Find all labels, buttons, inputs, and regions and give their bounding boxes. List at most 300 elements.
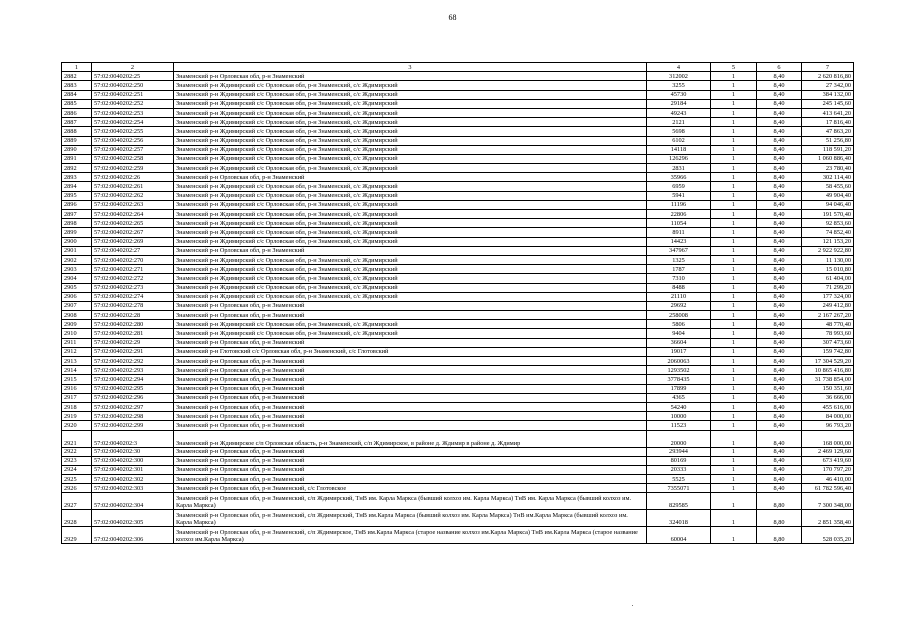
table-row bbox=[62, 447, 854, 456]
cadastral-number: 57:02:0040202:27 bbox=[92, 246, 174, 255]
address: Знаменский р-н Орловская обл, р-н Знаменский bbox=[174, 402, 647, 411]
cadastral-number: 57:02:0040202:306 bbox=[92, 527, 174, 544]
sum-value: 2 469 129,60 bbox=[802, 447, 854, 456]
quantity: 1 bbox=[711, 510, 757, 527]
quantity: 1 bbox=[711, 246, 757, 255]
sum-value: 71 299,20 bbox=[802, 283, 854, 292]
row-number: 2900 bbox=[62, 237, 92, 246]
area-value: 5698 bbox=[647, 127, 711, 136]
table-row bbox=[62, 338, 854, 347]
cadastral-number: 57:02:0040202:26 bbox=[92, 173, 174, 182]
quantity: 1 bbox=[711, 329, 757, 338]
area-value: 8488 bbox=[647, 283, 711, 292]
area-value: 3255 bbox=[647, 81, 711, 90]
column-header: 4 bbox=[647, 63, 711, 72]
address: Знаменский р-н Ждимирский с/с Орловская обл, р-н Знаменский, с/с Ждимирский bbox=[174, 320, 647, 329]
cadastral-number: 57:02:0040202:267 bbox=[92, 228, 174, 237]
area-value: 14118 bbox=[647, 145, 711, 154]
area-value: 20333 bbox=[647, 465, 711, 474]
column-header: 5 bbox=[711, 63, 757, 72]
address: Знаменский р-н Ждимирский с/с Орловская обл, р-н Знаменский, с/с Ждимирский bbox=[174, 200, 647, 209]
rate-value: 8,40 bbox=[757, 182, 802, 191]
sum-value: 150 351,60 bbox=[802, 384, 854, 393]
table-row bbox=[62, 301, 854, 310]
column-header: 1 bbox=[62, 63, 92, 72]
rate-value: 8,40 bbox=[757, 219, 802, 228]
area-value: 11196 bbox=[647, 200, 711, 209]
rate-value: 8,80 bbox=[757, 510, 802, 527]
rate-value: 8,40 bbox=[757, 99, 802, 108]
address: Знаменский р-н Ждимирский с/с Орловская обл, р-н Знаменский, с/с Ждимирский bbox=[174, 255, 647, 264]
row-number: 2915 bbox=[62, 375, 92, 384]
cadastral-number: 57:02:0040202:25 bbox=[92, 72, 174, 81]
area-value: 293944 bbox=[647, 447, 711, 456]
cadastral-number: 57:02:0040202:302 bbox=[92, 475, 174, 484]
table-row bbox=[62, 81, 854, 90]
table-row bbox=[62, 510, 854, 527]
cadastral-number: 57:02:0040202:296 bbox=[92, 393, 174, 402]
row-number: 2893 bbox=[62, 173, 92, 182]
address: Знаменский р-н Ждимирский с/с Орловская обл, р-н Знаменский, с/с Ждимирский bbox=[174, 136, 647, 145]
row-number: 2886 bbox=[62, 108, 92, 117]
sum-value: 92 853,60 bbox=[802, 219, 854, 228]
address: Знаменский р-н Ждимирское с/п Орловская область, р-н Знаменский, с/п Ждимирское, в районе д. Ждимир в районе д. Ждимир bbox=[174, 430, 647, 447]
area-value: 5806 bbox=[647, 320, 711, 329]
cadastral-number: 57:02:0040202:251 bbox=[92, 90, 174, 99]
row-number: 2926 bbox=[62, 484, 92, 493]
rate-value: 8,40 bbox=[757, 375, 802, 384]
rate-value: 8,40 bbox=[757, 237, 802, 246]
sum-value: 48 770,40 bbox=[802, 320, 854, 329]
rate-value: 8,40 bbox=[757, 173, 802, 182]
sum-value: 191 570,40 bbox=[802, 210, 854, 219]
row-number: 2924 bbox=[62, 465, 92, 474]
row-number: 2908 bbox=[62, 311, 92, 320]
table-row bbox=[62, 393, 854, 402]
cadastral-number: 57:02:0040202:29 bbox=[92, 338, 174, 347]
quantity: 1 bbox=[711, 81, 757, 90]
cadastral-number: 57:02:0040202:264 bbox=[92, 210, 174, 219]
area-value: 7310 bbox=[647, 274, 711, 283]
rate-value: 8,40 bbox=[757, 108, 802, 117]
address: Знаменский р-н Глотовский с/с Орловская обл, р-н Знаменский, с/с Глотовский bbox=[174, 347, 647, 356]
quantity: 1 bbox=[711, 90, 757, 99]
table-row bbox=[62, 237, 854, 246]
area-value: 35966 bbox=[647, 173, 711, 182]
table-row bbox=[62, 375, 854, 384]
table-row bbox=[62, 527, 854, 544]
table-row bbox=[62, 311, 854, 320]
rate-value: 8,40 bbox=[757, 357, 802, 366]
sum-value: 528 035,20 bbox=[802, 527, 854, 544]
address: Знаменский р-н Орловская обл, р-н Знаменский bbox=[174, 412, 647, 421]
quantity: 1 bbox=[711, 475, 757, 484]
area-value: 20000 bbox=[647, 430, 711, 447]
row-number: 2929 bbox=[62, 527, 92, 544]
table-row bbox=[62, 412, 854, 421]
sum-value: 673 419,60 bbox=[802, 456, 854, 465]
cadastral-number: 57:02:0040202:291 bbox=[92, 347, 174, 356]
cadastral-number: 57:02:0040202:253 bbox=[92, 108, 174, 117]
table-row bbox=[62, 421, 854, 430]
address: Знаменский р-н Ждимирский с/с Орловская обл, р-н Знаменский, с/с Ждимирский bbox=[174, 274, 647, 283]
row-number: 2887 bbox=[62, 118, 92, 127]
quantity: 1 bbox=[711, 127, 757, 136]
cadastral-number: 57:02:0040202:280 bbox=[92, 320, 174, 329]
table-row bbox=[62, 475, 854, 484]
rate-value: 8,40 bbox=[757, 475, 802, 484]
row-number: 2921 bbox=[62, 430, 92, 447]
area-value: 60004 bbox=[647, 527, 711, 544]
address: Знаменский р-н Ждимирский с/с Орловская обл, р-н Знаменский, с/с Ждимирский bbox=[174, 99, 647, 108]
sum-value: 177 324,00 bbox=[802, 292, 854, 301]
table-row bbox=[62, 402, 854, 411]
cadastral-number: 57:02:0040202:259 bbox=[92, 164, 174, 173]
address: Знаменский р-н Орловская обл, р-н Знаменский, с/п Ждимирское, ТнВ им.Карла Маркса (старое название колхоз им.Карла Маркса) ТнВ им.Карла Маркса (старое название колхоз им.Карла Маркса) bbox=[174, 527, 647, 544]
rate-value: 8,40 bbox=[757, 384, 802, 393]
table-row bbox=[62, 484, 854, 493]
area-value: 5525 bbox=[647, 475, 711, 484]
sum-value: 384 132,00 bbox=[802, 90, 854, 99]
quantity: 1 bbox=[711, 173, 757, 182]
table-row bbox=[62, 108, 854, 117]
area-value: 80169 bbox=[647, 456, 711, 465]
address: Знаменский р-н Орловская обл, р-н Знаменский bbox=[174, 375, 647, 384]
table-row bbox=[62, 493, 854, 510]
row-number: 2928 bbox=[62, 510, 92, 527]
address: Знаменский р-н Ждимирский с/с Орловская обл, р-н Знаменский, с/с Ждимирский bbox=[174, 145, 647, 154]
sum-value: 15 010,80 bbox=[802, 265, 854, 274]
table-row bbox=[62, 320, 854, 329]
address: Знаменский р-н Ждимирский с/с Орловская обл, р-н Знаменский, с/с Ждимирский bbox=[174, 127, 647, 136]
cadastral-number: 57:02:0040202:271 bbox=[92, 265, 174, 274]
rate-value: 8,40 bbox=[757, 465, 802, 474]
address: Знаменский р-н Орловская обл, р-н Знаменский bbox=[174, 447, 647, 456]
sum-value: 49 904,40 bbox=[802, 191, 854, 200]
area-value: 17899 bbox=[647, 384, 711, 393]
sum-value: 249 412,80 bbox=[802, 301, 854, 310]
rate-value: 8,40 bbox=[757, 320, 802, 329]
row-number: 2903 bbox=[62, 265, 92, 274]
rate-value: 8,40 bbox=[757, 347, 802, 356]
rate-value: 8,40 bbox=[757, 283, 802, 292]
sum-value: 2 620 816,80 bbox=[802, 72, 854, 81]
table-row bbox=[62, 118, 854, 127]
quantity: 1 bbox=[711, 72, 757, 81]
quantity: 1 bbox=[711, 430, 757, 447]
cadastral-number: 57:02:0040202:303 bbox=[92, 484, 174, 493]
quantity: 1 bbox=[711, 375, 757, 384]
row-number: 2923 bbox=[62, 456, 92, 465]
address: Знаменский р-н Орловская обл, р-н Знаменский bbox=[174, 301, 647, 310]
table-row bbox=[62, 210, 854, 219]
table-row bbox=[62, 200, 854, 209]
row-number: 2896 bbox=[62, 200, 92, 209]
row-number: 2889 bbox=[62, 136, 92, 145]
sum-value: 58 455,60 bbox=[802, 182, 854, 191]
column-header: 2 bbox=[92, 63, 174, 72]
quantity: 1 bbox=[711, 219, 757, 228]
rate-value: 8,40 bbox=[757, 118, 802, 127]
column-header: 6 bbox=[757, 63, 802, 72]
rate-value: 8,40 bbox=[757, 421, 802, 430]
sum-value: 10 865 416,80 bbox=[802, 366, 854, 375]
address: Знаменский р-н Ждимирский с/с Орловская обл, р-н Знаменский, с/с Ждимирский bbox=[174, 164, 647, 173]
address: Знаменский р-н Орловская обл, р-н Знаменский bbox=[174, 366, 647, 375]
row-number: 2927 bbox=[62, 493, 92, 510]
row-number: 2895 bbox=[62, 191, 92, 200]
rate-value: 8,40 bbox=[757, 136, 802, 145]
quantity: 1 bbox=[711, 228, 757, 237]
address: Знаменский р-н Орловская обл, р-н Знаменский bbox=[174, 475, 647, 484]
cadastral-number: 57:02:0040202:281 bbox=[92, 329, 174, 338]
cadastral-number: 57:02:0040202:265 bbox=[92, 219, 174, 228]
column-header: 3 bbox=[174, 63, 647, 72]
address: Знаменский р-н Орловская обл, р-н Знаменский bbox=[174, 357, 647, 366]
header-row bbox=[62, 63, 854, 72]
address: Знаменский р-н Орловская обл, р-н Знаменский, с/п Ждимирский, ТнВ им. Карла Маркса (бывший колхоз им. Карла Маркса) ТнВ им. Карла Маркса (бывший колхоз им. Карла Маркса) bbox=[174, 493, 647, 510]
address: Знаменский р-н Ждимирский с/с Орловская обл, р-н Знаменский, с/с Ждимирский bbox=[174, 329, 647, 338]
cadastral-number: 57:02:0040202:30 bbox=[92, 447, 174, 456]
table-row bbox=[62, 430, 854, 447]
quantity: 1 bbox=[711, 357, 757, 366]
cadastral-number: 57:02:0040202:263 bbox=[92, 200, 174, 209]
sum-value: 2 922 922,80 bbox=[802, 246, 854, 255]
sum-value: 84 000,00 bbox=[802, 412, 854, 421]
address: Знаменский р-н Орловская обл, р-н Знаменский bbox=[174, 72, 647, 81]
row-number: 2899 bbox=[62, 228, 92, 237]
sum-value: 23 780,40 bbox=[802, 164, 854, 173]
row-number: 2925 bbox=[62, 475, 92, 484]
cadastral-number: 57:02:0040202:300 bbox=[92, 456, 174, 465]
rate-value: 8,40 bbox=[757, 210, 802, 219]
table-row bbox=[62, 329, 854, 338]
cadastral-number: 57:02:0040202:299 bbox=[92, 421, 174, 430]
address: Знаменский р-н Ждимирский с/с Орловская обл, р-н Знаменский, с/с Ждимирский bbox=[174, 265, 647, 274]
quantity: 1 bbox=[711, 210, 757, 219]
table-row bbox=[62, 154, 854, 163]
area-value: 45730 bbox=[647, 90, 711, 99]
cadastral-number: 57:02:0040202:261 bbox=[92, 182, 174, 191]
row-number: 2916 bbox=[62, 384, 92, 393]
sum-value: 36 666,00 bbox=[802, 393, 854, 402]
area-value: 2831 bbox=[647, 164, 711, 173]
rate-value: 8,40 bbox=[757, 311, 802, 320]
area-value: 4365 bbox=[647, 393, 711, 402]
sum-value: 1 060 886,40 bbox=[802, 154, 854, 163]
address: Знаменский р-н Ждимирский с/с Орловская обл, р-н Знаменский, с/с Ждимирский bbox=[174, 90, 647, 99]
table-row bbox=[62, 164, 854, 173]
quantity: 1 bbox=[711, 164, 757, 173]
address: Знаменский р-н Ждимирский с/с Орловская обл, р-н Знаменский, с/с Ждимирский bbox=[174, 154, 647, 163]
cadastral-number: 57:02:0040202:294 bbox=[92, 375, 174, 384]
quantity: 1 bbox=[711, 493, 757, 510]
area-value: 1293502 bbox=[647, 366, 711, 375]
cadastral-number: 57:02:0040202:256 bbox=[92, 136, 174, 145]
quantity: 1 bbox=[711, 265, 757, 274]
rate-value: 8,40 bbox=[757, 329, 802, 338]
sum-value: 78 993,60 bbox=[802, 329, 854, 338]
address: Знаменский р-н Ждимирский с/с Орловская обл, р-н Знаменский, с/с Ждимирский bbox=[174, 292, 647, 301]
address: Знаменский р-н Ждимирский с/с Орловская обл, р-н Знаменский, с/с Ждимирский bbox=[174, 210, 647, 219]
row-number: 2884 bbox=[62, 90, 92, 99]
area-value: 829585 bbox=[647, 493, 711, 510]
quantity: 1 bbox=[711, 366, 757, 375]
address: Знаменский р-н Орловская обл, р-н Знаменский bbox=[174, 384, 647, 393]
table-row bbox=[62, 182, 854, 191]
address: Знаменский р-н Ждимирский с/с Орловская обл, р-н Знаменский, с/с Ждимирский bbox=[174, 118, 647, 127]
sum-value: 2 851 358,40 bbox=[802, 510, 854, 527]
row-number: 2905 bbox=[62, 283, 92, 292]
rate-value: 8,40 bbox=[757, 292, 802, 301]
sum-value: 245 145,60 bbox=[802, 99, 854, 108]
area-value: 29184 bbox=[647, 99, 711, 108]
quantity: 1 bbox=[711, 237, 757, 246]
table-row bbox=[62, 191, 854, 200]
area-value: 2121 bbox=[647, 118, 711, 127]
rate-value: 8,40 bbox=[757, 81, 802, 90]
area-value: 8911 bbox=[647, 228, 711, 237]
rate-value: 8,40 bbox=[757, 246, 802, 255]
quantity: 1 bbox=[711, 136, 757, 145]
quantity: 1 bbox=[711, 456, 757, 465]
quantity: 1 bbox=[711, 347, 757, 356]
table-row bbox=[62, 127, 854, 136]
cadastral-number: 57:02:0040202:272 bbox=[92, 274, 174, 283]
sum-value: 51 256,80 bbox=[802, 136, 854, 145]
quantity: 1 bbox=[711, 384, 757, 393]
area-value: 9404 bbox=[647, 329, 711, 338]
row-number: 2917 bbox=[62, 393, 92, 402]
row-number: 2885 bbox=[62, 99, 92, 108]
address: Знаменский р-н Ждимирский с/с Орловская обл, р-н Знаменский, с/с Ждимирский bbox=[174, 237, 647, 246]
quantity: 1 bbox=[711, 412, 757, 421]
address: Знаменский р-н Орловская обл, р-н Знаменский, с/с Глотовское bbox=[174, 484, 647, 493]
area-value: 11054 bbox=[647, 219, 711, 228]
address: Знаменский р-н Орловская обл, р-н Знаменский bbox=[174, 338, 647, 347]
rate-value: 8,40 bbox=[757, 154, 802, 163]
rate-value: 8,40 bbox=[757, 200, 802, 209]
row-number: 2891 bbox=[62, 154, 92, 163]
table-row bbox=[62, 274, 854, 283]
row-number: 2897 bbox=[62, 210, 92, 219]
cadastral-number: 57:02:0040202:295 bbox=[92, 384, 174, 393]
rate-value: 8,40 bbox=[757, 145, 802, 154]
address: Знаменский р-н Орловская обл, р-н Знаменский bbox=[174, 393, 647, 402]
row-number: 2901 bbox=[62, 246, 92, 255]
table-row bbox=[62, 99, 854, 108]
row-number: 2920 bbox=[62, 421, 92, 430]
rate-value: 8,40 bbox=[757, 402, 802, 411]
cadastral-number: 57:02:0040202:252 bbox=[92, 99, 174, 108]
area-value: 14423 bbox=[647, 237, 711, 246]
cadastral-number: 57:02:0040202:250 bbox=[92, 81, 174, 90]
sum-value: 47 863,20 bbox=[802, 127, 854, 136]
cadastral-number: 57:02:0040202:274 bbox=[92, 292, 174, 301]
table-row bbox=[62, 347, 854, 356]
area-value: 7355071 bbox=[647, 484, 711, 493]
rate-value: 8,40 bbox=[757, 127, 802, 136]
rate-value: 8,40 bbox=[757, 456, 802, 465]
address: Знаменский р-н Ждимирский с/с Орловская обл, р-н Знаменский, с/с Ждимирский bbox=[174, 182, 647, 191]
rate-value: 8,80 bbox=[757, 527, 802, 544]
quantity: 1 bbox=[711, 338, 757, 347]
rate-value: 8,40 bbox=[757, 274, 802, 283]
quantity: 1 bbox=[711, 292, 757, 301]
address: Знаменский р-н Орловская обл, р-н Знаменский bbox=[174, 465, 647, 474]
rate-value: 8,40 bbox=[757, 447, 802, 456]
sum-value: 61 782 596,40 bbox=[802, 484, 854, 493]
address: Знаменский р-н Орловская обл, р-н Знаменский, с/п Ждимирский, ТнВ им.Карла Маркса (бывший колхоз им. Карла Маркса) ТнВ им.Карла Маркса (бывший колхоз им. Карла Маркса) bbox=[174, 510, 647, 527]
row-number: 2898 bbox=[62, 219, 92, 228]
cadastral-number: 57:02:0040202:305 bbox=[92, 510, 174, 527]
rate-value: 8,40 bbox=[757, 90, 802, 99]
sum-value: 118 591,20 bbox=[802, 145, 854, 154]
quantity: 1 bbox=[711, 301, 757, 310]
sum-value: 27 342,00 bbox=[802, 81, 854, 90]
row-number: 2894 bbox=[62, 182, 92, 191]
quantity: 1 bbox=[711, 191, 757, 200]
address: Знаменский р-н Орловская обл, р-н Знаменский bbox=[174, 311, 647, 320]
row-number: 2911 bbox=[62, 338, 92, 347]
quantity: 1 bbox=[711, 402, 757, 411]
cadastral-number: 57:02:0040202:270 bbox=[92, 255, 174, 264]
area-value: 36604 bbox=[647, 338, 711, 347]
row-number: 2922 bbox=[62, 447, 92, 456]
table-row bbox=[62, 265, 854, 274]
table-row bbox=[62, 90, 854, 99]
cadastral-number: 57:02:0040202:255 bbox=[92, 127, 174, 136]
row-number: 2892 bbox=[62, 164, 92, 173]
address: Знаменский р-н Орловская обл, р-н Знаменский bbox=[174, 456, 647, 465]
area-value: 6959 bbox=[647, 182, 711, 191]
rate-value: 8,40 bbox=[757, 412, 802, 421]
cadastral-number: 57:02:0040202:254 bbox=[92, 118, 174, 127]
sum-value: 61 404,00 bbox=[802, 274, 854, 283]
address: Знаменский р-н Ждимирский с/с Орловская обл, р-н Знаменский, с/с Ждимирский bbox=[174, 283, 647, 292]
area-value: 1787 bbox=[647, 265, 711, 274]
cadastral-number: 57:02:0040202:28 bbox=[92, 311, 174, 320]
rate-value: 8,40 bbox=[757, 191, 802, 200]
quantity: 1 bbox=[711, 484, 757, 493]
table-row bbox=[62, 228, 854, 237]
cadastral-number: 57:02:0040202:262 bbox=[92, 191, 174, 200]
address: Знаменский р-н Ждимирский с/с Орловская обл, р-н Знаменский, с/с Ждимирский bbox=[174, 81, 647, 90]
area-value: 49243 bbox=[647, 108, 711, 117]
address: Знаменский р-н Ждимирский с/с Орловская обл, р-н Знаменский, с/с Ждимирский bbox=[174, 191, 647, 200]
area-value: 6102 bbox=[647, 136, 711, 145]
table-row bbox=[62, 255, 854, 264]
table-row bbox=[62, 357, 854, 366]
table-row bbox=[62, 465, 854, 474]
column-header: 7 bbox=[802, 63, 854, 72]
quantity: 1 bbox=[711, 393, 757, 402]
quantity: 1 bbox=[711, 145, 757, 154]
area-value: 324018 bbox=[647, 510, 711, 527]
table-row bbox=[62, 456, 854, 465]
quantity: 1 bbox=[711, 320, 757, 329]
quantity: 1 bbox=[711, 118, 757, 127]
scan-speck bbox=[632, 605, 633, 606]
area-value: 22806 bbox=[647, 210, 711, 219]
row-number: 2913 bbox=[62, 357, 92, 366]
sum-value: 168 000,00 bbox=[802, 430, 854, 447]
table-row bbox=[62, 173, 854, 182]
rate-value: 8,40 bbox=[757, 393, 802, 402]
address: Знаменский р-н Ждимирский с/с Орловская обл, р-н Знаменский, с/с Ждимирский bbox=[174, 228, 647, 237]
quantity: 1 bbox=[711, 274, 757, 283]
table-row bbox=[62, 366, 854, 375]
